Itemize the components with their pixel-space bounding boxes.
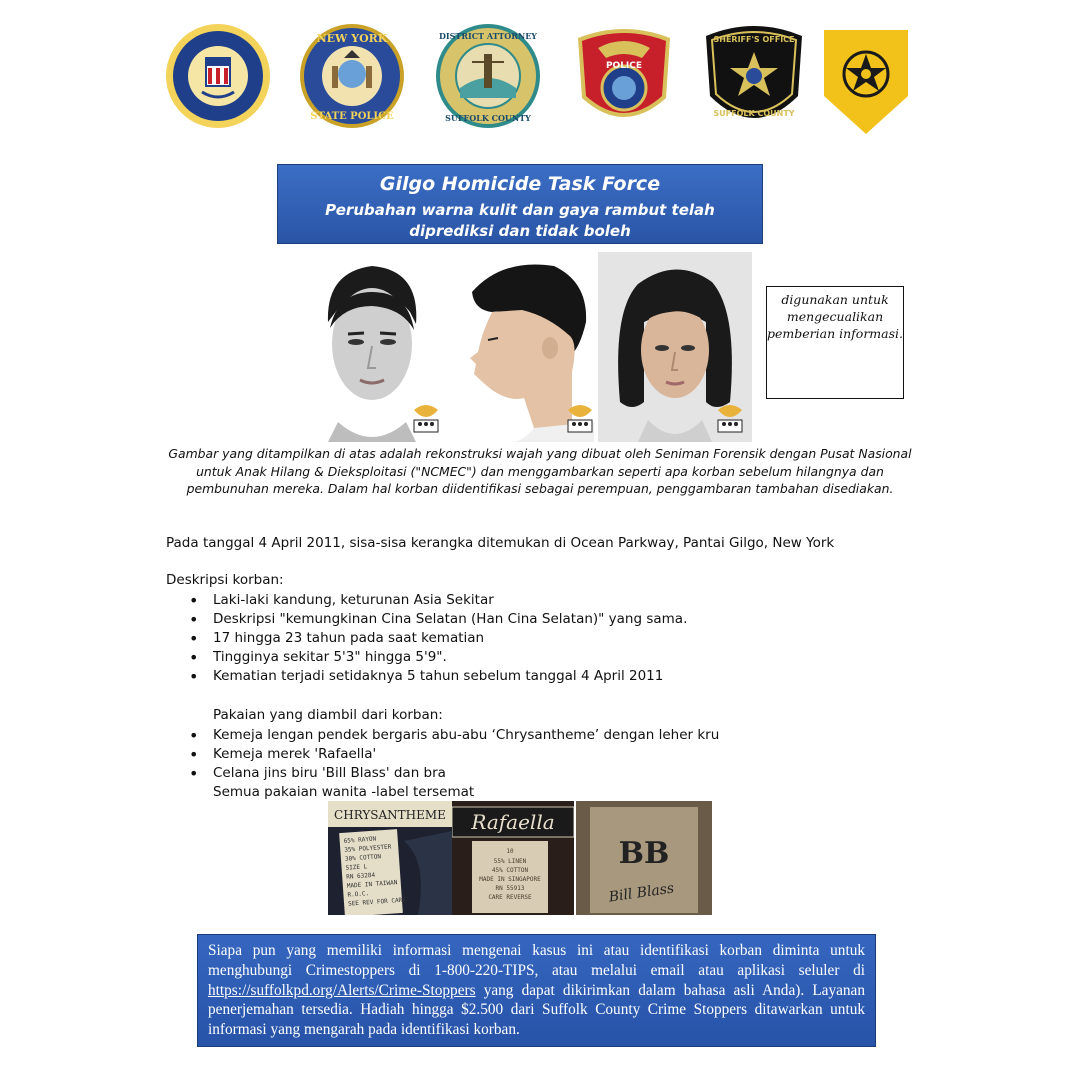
svg-text:NEW YORK: NEW YORK — [316, 32, 388, 45]
clothing-list — [189, 726, 719, 783]
discovery-statement: Pada tanggal 4 April 2011, sisa-sisa kerangka ditemukan di Ocean Parkway, Pantai Gilgo, New York — [166, 535, 835, 551]
note-box: digunakan untuk mengecualikan pemberian informasi. — [766, 286, 904, 399]
district-attorney-seal — [432, 18, 544, 134]
svg-text:MADE IN SINGAPORE: MADE IN SINGAPORE — [479, 876, 541, 883]
reconstruction-caption: Gambar yang ditampilkan di atas adalah rekonstruksi wajah yang dibuat oleh Seniman Forensik dengan Pusat Nasional untuk Anak Hilang & Dieksploitasi ("NCMEC") dan menggambarkan seperti apa korban sebelum hilangnya dan pembunuhan mereka. Dalam hal korban diidentifikasi sebagai perempuan, penggambaran tambahan disediakan. — [168, 446, 912, 496]
ncmec-logo — [562, 400, 594, 436]
svg-text:30% COTTON: 30% COTTON — [344, 853, 382, 863]
svg-text:R.O.C.: R.O.C. — [347, 890, 370, 899]
list-item: • Laki-laki kandung, keturunan Asia Sekitar — [189, 591, 687, 610]
victim-description-title: Deskripsi korban: — [166, 572, 284, 588]
chrysantheme-label-text: CHRYSANTHEME — [334, 808, 446, 822]
rafaella-label-photo — [452, 801, 574, 915]
tips-text-before: Siapa pun yang memiliki informasi mengenai kasus ini atau identifikasi korban diminta untuk menghubungi Crimestoppers di 1-800-220-TIPS, atau melalui email atau aplikasi seluler di — [208, 942, 865, 979]
svg-text:STATE POLICE: STATE POLICE — [310, 111, 394, 122]
nysp-seal — [296, 18, 408, 134]
tips-text-after: yang dapat dikirimkan dalam bahasa asli Anda). Layanan penerjemahan tersedia. Hadiah hingga $2.500 dari Suffolk County Crime Stoppers ditawarkan untuk informasi yang mengarah pada identifikasi korban. — [208, 981, 865, 1039]
police-patch — [568, 18, 680, 134]
svg-text:MADE IN TAIWAN: MADE IN TAIWAN — [346, 879, 398, 890]
list-item: • Kematian terjadi setidaknya 5 tahun sebelum tanggal 4 April 2011 — [189, 667, 687, 686]
svg-text:65% RAYON: 65% RAYON — [343, 835, 377, 845]
svg-text:10: 10 — [506, 848, 514, 855]
svg-text:SIZE L: SIZE L — [345, 863, 368, 872]
svg-text:45% COTTON: 45% COTTON — [491, 867, 529, 874]
list-item: • Celana jins biru 'Bill Blass' dan bra — [189, 764, 719, 783]
list-item: • Tingginya sekitar 5'3" hingga 5'9". — [189, 648, 687, 667]
svg-text:DISTRICT ATTORNEY: DISTRICT ATTORNEY — [438, 31, 538, 41]
marshal-badge — [820, 18, 912, 134]
task-force-header — [277, 164, 763, 244]
chrysantheme-label-photo — [328, 801, 452, 915]
crime-stoppers-link[interactable]: https://suffolkpd.org/Alerts/Crime-Stoppers — [208, 981, 476, 999]
sheriff-patch — [698, 18, 810, 134]
bill-blass-signature: Bill Blass — [607, 880, 676, 906]
svg-text:SUFFOLK COUNTY: SUFFOLK COUNTY — [445, 113, 531, 123]
svg-text:SUFFOLK COUNTY: SUFFOLK COUNTY — [713, 109, 795, 118]
svg-text:POLICE: POLICE — [605, 61, 643, 71]
list-item: • Kemeja merek 'Rafaella' — [189, 745, 719, 764]
list-item: • 17 hingga 23 tahun pada saat kematian — [189, 629, 687, 648]
rafaella-label-text: Rafaella — [471, 810, 555, 834]
bill-blass-logo: BB — [618, 836, 670, 871]
portrait-female-front — [598, 252, 752, 442]
svg-text:SHERIFF'S OFFICE: SHERIFF'S OFFICE — [713, 35, 795, 44]
list-item: • Deskripsi "kemungkinan Cina Selatan (Han Cina Selatan)" yang sama. — [189, 610, 687, 629]
fbi-seal — [162, 18, 274, 134]
svg-text:RN 55913: RN 55913 — [495, 885, 525, 892]
victim-description-list — [189, 591, 687, 686]
svg-text:SEE REV FOR CARE: SEE REV FOR CARE — [347, 896, 407, 908]
portrait-male-front — [298, 252, 446, 442]
header-subtitle: Perubahan warna kulit dan gaya rambut telah diprediksi dan tidak boleh — [325, 201, 715, 240]
svg-text:RN 63284: RN 63284 — [345, 871, 376, 881]
svg-text:35% POLYESTER: 35% POLYESTER — [344, 843, 392, 854]
ncmec-logo — [712, 400, 748, 436]
svg-text:55% LINEN: 55% LINEN — [493, 858, 527, 865]
ncmec-logo — [408, 400, 444, 436]
crime-stoppers-box — [197, 934, 876, 1047]
bill-blass-label-photo — [576, 801, 712, 915]
svg-text:CARE REVERSE: CARE REVERSE — [488, 894, 532, 901]
portrait-male-profile — [452, 252, 594, 442]
list-item: • Kemeja lengan pendek bergaris abu-abu ‘Chrysantheme’ dengan leher kru — [189, 726, 719, 745]
clothing-note: Semua pakaian wanita -label tersemat — [213, 784, 475, 800]
header-title: Gilgo Homicide Task Force — [379, 173, 661, 195]
clothing-title: Pakaian yang diambil dari korban: — [213, 707, 443, 723]
